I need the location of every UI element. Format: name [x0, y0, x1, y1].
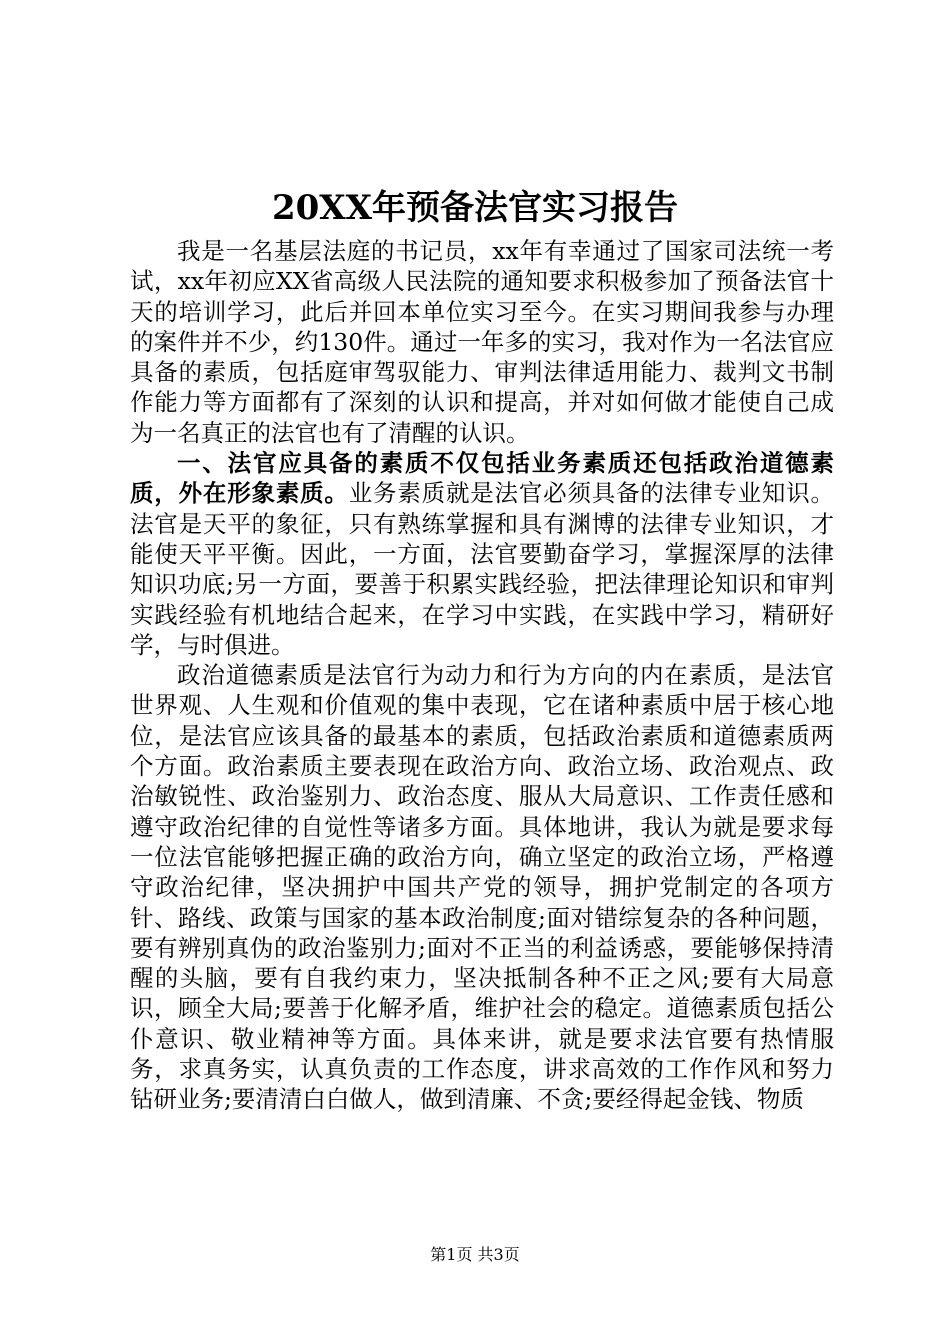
page-footer: 第1页 共3页 [430, 1245, 520, 1264]
document-title: 20XX年预备法官实习报告 [271, 188, 679, 228]
paragraph-political-moral [130, 660, 834, 1114]
paragraph-section-1 [130, 448, 834, 660]
paragraph-intro-text: 我是一名基层法庭的书记员，xx年有幸通过了国家司法统一考试，xx年初应XX省高级人民法院的通知要求积极参加了预备法官十天的培训学习，此后并回本单位实习至今。在实习期间我参与办理的案件并不少，约130件。通过一年多的实习，我对作为一名法官应具备的素质，包括庭审驾驭能力、审判法律适用能力、裁判文书制作能力等方面都有了深刻的认识和提高，并对如何做才能使自己成为一名真正的法官也有了清醒的认识。 [130, 237, 834, 447]
paragraph-intro [130, 236, 834, 448]
paragraph-political-moral-text: 政治道德素质是法官行为动力和行为方向的内在素质，是法官世界观、人生观和价值观的集中表现，它在诸种素质中居于核心地位，是法官应该具备的最基本的素质，包括政治素质和道德素质两个方面。政治素质主要表现在政治方向、政治立场、政治观点、政治敏锐性、政治鉴别力、政治态度、服从大局意识、工作责任感和遵守政治纪律的自觉性等诸多方面。具体地讲，我认为就是要求每一位法官能够把握正确的政治方向，确立坚定的政治立场，严格遵守政治纪律，坚决拥护中国共产党的领导，拥护党制定的各项方针、路线、政策与国家的基本政治制度;面对错综复杂的各种问题，要有辨别真伪的政治鉴别力;面对不正当的利益诱惑，要能够保持清醒的头脑，要有自我约束力，坚决抵制各种不正之风;要有大局意识，顾全大局;要善于化解矛盾，维护社会的稳定。道德素质包括公仆意识、敬业精神等方面。具体来讲，就是要求法官要有热情服务，求真务实，认真负责的工作态度，讲求高效的工作作风和努力钻研业务;要清清白白做人，做到清廉、不贪;要经得起金钱、物质 [130, 661, 834, 1114]
section-1-heading: 一、法官应具备的素质不仅包括业务素质还包括政治道德素质，外在形象素质。 [130, 449, 834, 508]
paragraph-section-1-text: 业务素质就是法官必须具备的法律专业知识。法官是天平的象征，只有熟练掌握和具有渊博的法律专业知识，才能使天平平衡。因此，一方面，法官要勤奋学习，掌握深厚的法律知识功底;另一方面，要善于积累实践经验，把法律理论知识和审判实践经验有机地结合起来，在学习中实践，在实践中学习，精研好学，与时俱进。 [130, 479, 835, 659]
document-body [130, 236, 834, 1115]
